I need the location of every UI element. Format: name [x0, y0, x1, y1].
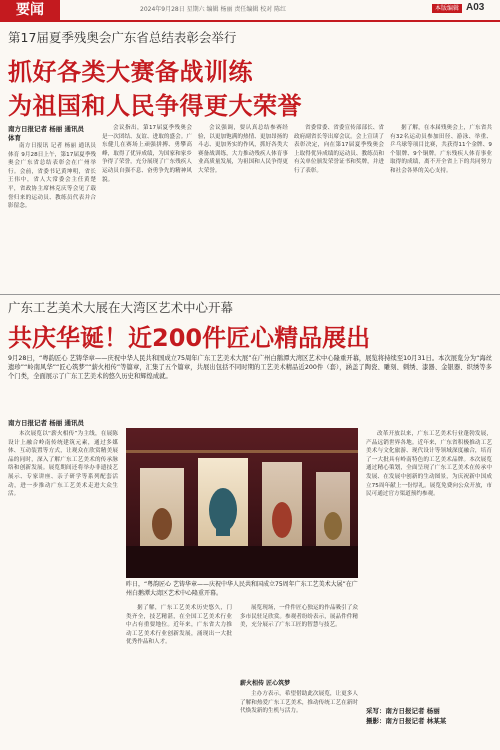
edit-badge: 本版编辑 [432, 4, 462, 13]
article2-kicker: 广东工艺美术大展在大湾区艺术中心开幕 [8, 300, 234, 315]
article1-headline-line2: 为祖国和人民争得更大荣誉 [8, 92, 302, 120]
exhibition-photo [126, 428, 358, 578]
article1-kicker: 第17届夏季残奥会广东省总结表彰会举行 [8, 30, 237, 45]
article2-byline: 南方日报记者 杨丽 通讯员 [8, 419, 85, 427]
article1-byline: 南方日报记者 杨丽 通讯员 [8, 125, 85, 133]
article2-column-3: 展览现场，一件件匠心独运的作品吸引了众多市民驻足欣赏。参观者纷纷表示，展品件件精美，充分展示了广东工匠的智慧与技艺。 [240, 605, 358, 629]
exhibition-hall-illustration [126, 428, 358, 578]
article1-column-4: 省委常委、省委宣传部部长、省政府副省长等出席会议。会上宣读了表彰决定，向在第17届夏季残奥会上取得优异成绩的运动员、教练员和有关单位颁发荣誉证书和奖牌，并进行了表彰。 [294, 125, 384, 174]
article1-byline-2: 体育 [8, 134, 21, 142]
article2-column-2: 据了解，广东工艺美术历史悠久，门类齐全，技艺精湛，在全国工艺美术行业中占有重要地位。近年来，广东省大力推动工艺美术行业创新发展，涌现出一大批优秀作品和人才。 [126, 605, 232, 646]
article2-credits-writer: 采写：南方日报记者 杨丽 [366, 707, 440, 715]
article1-column-5: 据了解，在本届残奥会上，广东省共有32名运动员参加田径、游泳、举重、乒乓球等项目比赛，共获得11个金牌、9个银牌、9个铜牌。广东残疾人体育事业取得的成绩，离不开全省上下的共同努力和社会各界的关心支持。 [390, 125, 492, 174]
page-number: A03 [466, 2, 485, 13]
section-divider [0, 294, 500, 295]
article2-lead: 9月28日，“粤韵匠心 艺铸华章——庆祝中华人民共和国成立75周年广东工艺美术大展”在广州白鹅潭大湾区艺术中心隆重开幕，展览将持续至10月31日。本次展览分为“海丝遗珍”“岭南风华”“匠心筑梦”“薪火相传”等篇章，汇集了五个篇章，共展出包括不同时期的工艺美术精品近200件（套），涵盖了陶瓷、雕刻、刺绣、漆器、金银器、织绣等多个门类，全面展示了广东工艺美术的悠久历史和辉煌成就。 [8, 355, 492, 381]
section-title: 要闻 [0, 0, 60, 20]
article2-headline: 共庆华诞！近200件匠心精品展出 [8, 324, 371, 352]
article2-column-1: 本次展览以“薪火相传”为主线，在展陈设计上融合岭南传统建筑元素，通过多媒体、互动装置等方式，让观众在欣赏精美展品的同时，深入了解广东工艺美术的传承脉络和创新发展。展览期间还将举办非遗技艺展示、专家讲座、亲子研学等系列配套活动，进一步推动广东工艺美术走进大众生活。 [8, 431, 118, 498]
article2-column-4: 主办方表示，希望借助此次展览，让更多人了解和热爱广东工艺美术，推动传统工艺在新时代焕发新的生机与活力。 [240, 691, 358, 715]
article1-column-2: 会议指出，第17届夏季残奥会是一次团结、友谊、进取的盛会。广东健儿在赛场上顽强拼搏、勇攀高峰，取得了优异成绩，为国家和家乡争得了荣誉，充分展现了广东残疾人运动员自强不息、奋勇争先的精神风貌。 [102, 125, 192, 183]
article1-column-3: 会议强调，要认真总结参赛经验，以更加饱满的热情、更加昂扬的斗志、更加务实的作风，抓好各类大赛备战训练，大力推动残疾人体育事业高质量发展，为祖国和人民争得更大荣誉。 [198, 125, 288, 174]
photo-caption: 昨日，“粤韵匠心 艺铸华章——庆祝中华人民共和国成立75周年广东工艺美术大展”在广州白鹅潭大湾区艺术中心隆重开幕。 [126, 581, 358, 597]
article1-column-1: 南方日报讯 记者 杨丽 通讯员 体育 9月28日上午，第17届夏季残奥会广东省总结表彰会在广州举行。会前，省委书记黄坤明，省长王伟中，省人大常委会主任黄楚平，省政协主席林克庆等会见了载誉归来的运动员、教练员代表并合影留念。 [8, 143, 96, 210]
article2-credits-photographer: 摄影：南方日报记者 林某某 [366, 717, 447, 725]
article2-column-5: 改革开放以来，广东工艺美术行业蓬勃发展，产品远销世界各地。近年来，广东省积极推动工艺美术与文化旅游、现代设计等领域深度融合，培育了一大批具有岭南特色的工艺美术品牌。本次展览通过精心策划，全面呈现了广东工艺美术在传承中发展、在发展中创新的生动图景，为庆祝新中国成立75周年献上一份厚礼。展览免费向公众开放，市民可通过官方渠道预约参观。 [366, 431, 492, 498]
top-rule [0, 20, 500, 22]
article2-subhead: 薪火相传 匠心筑梦 [240, 680, 291, 687]
article1-headline-line1: 抓好各类大赛备战训练 [8, 58, 253, 86]
masthead-info: 2024年9月28日 星期六 编辑 杨丽 责任编辑 校对 陈红 [140, 6, 287, 13]
